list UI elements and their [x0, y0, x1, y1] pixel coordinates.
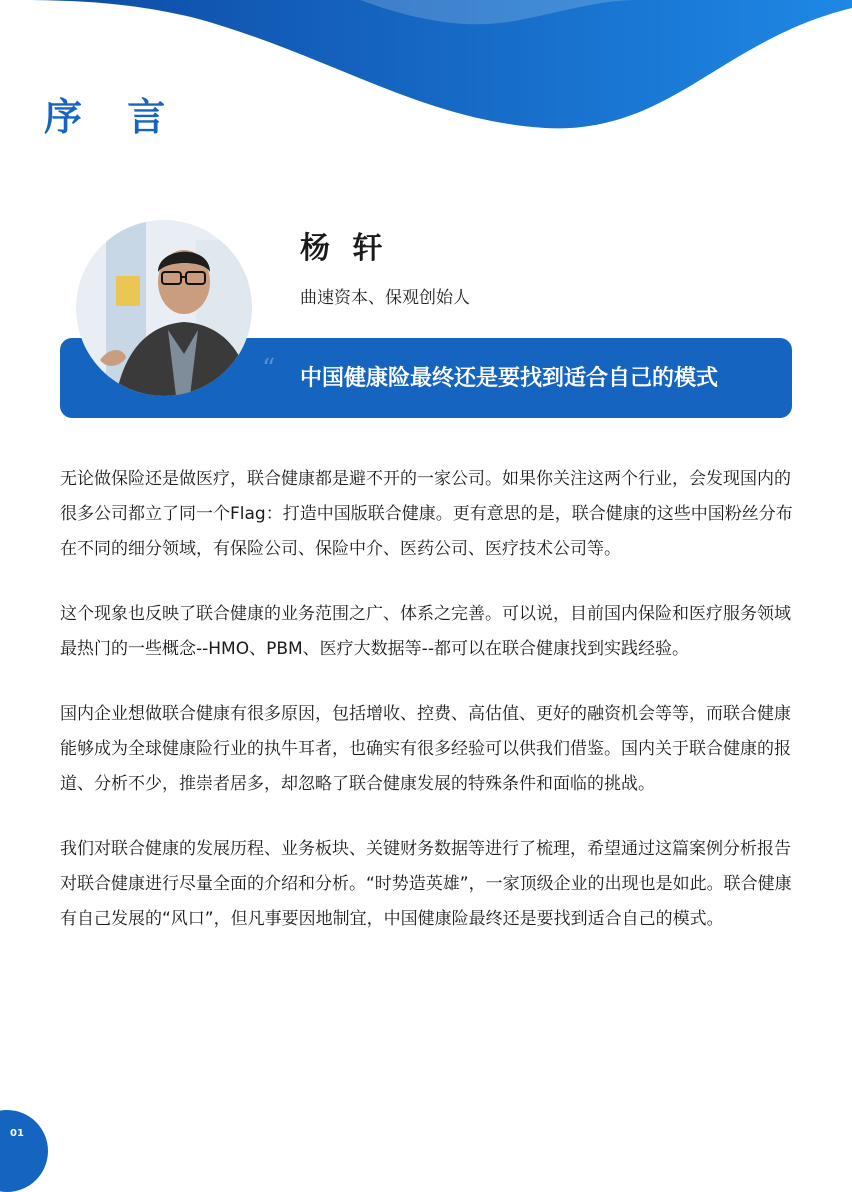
author-title: 曲速资本、保观创始人: [300, 288, 470, 308]
pull-quote: 中国健康险最终还是要找到适合自己的模式: [300, 366, 719, 391]
page-number: 01: [10, 1128, 24, 1139]
author-name: 杨 轩: [300, 231, 389, 266]
page-number-badge: [0, 1110, 48, 1192]
quote-mark-icon: “: [262, 354, 276, 384]
paragraph: 国内企业想做联合健康有很多原因，包括增收、控费、高估值、更好的融资机会等等，而联合健康能够成为全球健康险行业的执牛耳者，也确实有很多经验可以供我们借鉴。国内关于联合健康的报道、分析不少，推崇者居多，却忽略了联合健康发展的特殊条件和面临的挑战。: [60, 704, 791, 794]
paragraph: 无论做保险还是做医疗，联合健康都是避不开的一家公司。如果你关注这两个行业，会发现国内的很多公司都立了同一个Flag：打造中国版联合健康。更有意思的是，联合健康的这些中国粉丝分布在不同的细分领域，有保险公司、保险中介、医药公司、医疗技术公司等。: [60, 469, 793, 559]
page-title: 序 言: [44, 95, 182, 139]
body-text: [60, 462, 794, 967]
paragraph: 我们对联合健康的发展历程、业务板块、关键财务数据等进行了梳理，希望通过这篇案例分析报告对联合健康进行尽量全面的介绍和分析。“时势造英雄”，一家顶级企业的出现也是如此。联合健康有自己发展的“风口”，但凡事要因地制宜，中国健康险最终还是要找到适合自己的模式。: [60, 839, 792, 929]
paragraph: 这个现象也反映了联合健康的业务范围之广、体系之完善。可以说，目前国内保险和医疗服务领域最热门的一些概念--HMO、PBM、医疗大数据等--都可以在联合健康找到实践经验。: [60, 604, 791, 659]
author-avatar: [76, 220, 252, 396]
